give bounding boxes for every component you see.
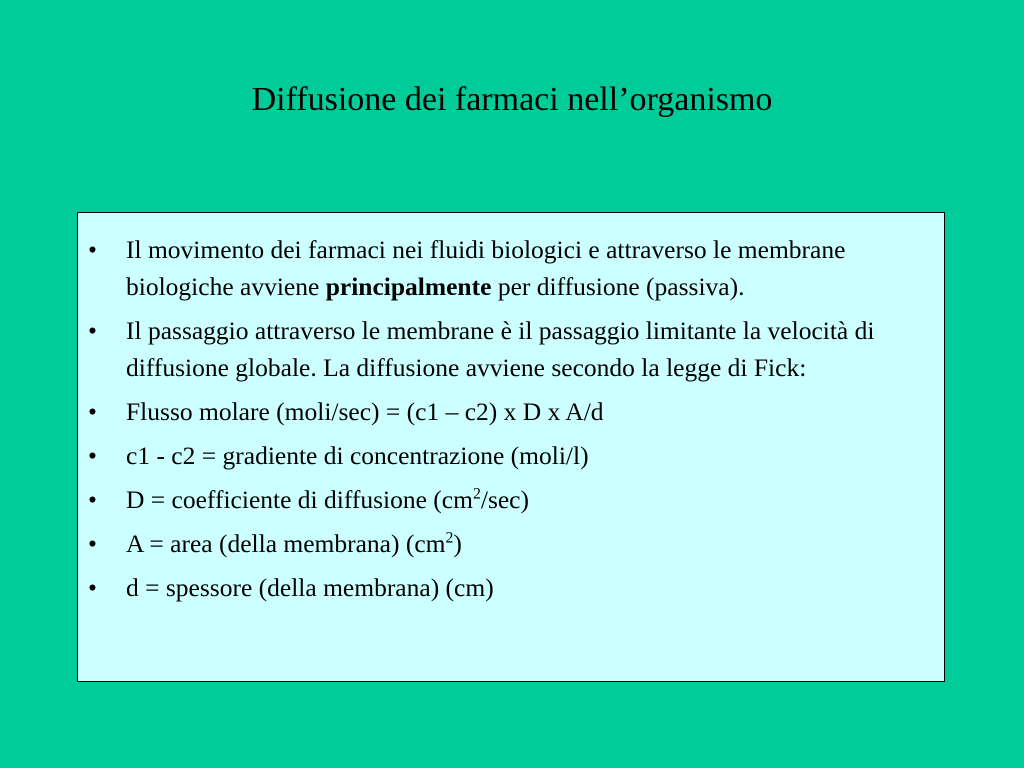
bullet-text: Flusso molare (moli/sec) = (c1 – c2) x D x A/d [126, 397, 604, 426]
bullet-item [78, 312, 936, 386]
superscript: 2 [445, 529, 454, 547]
bullet-text: D = coefficiente di diffusione (cm [126, 485, 473, 514]
bullet-text: c1 - c2 = gradiente di concentrazione (moli/l) [126, 441, 589, 470]
bullet-item [78, 231, 936, 305]
bullet-text: Il passaggio attraverso le membrane è il passaggio limitante la velocità di diffusione globale. La diffusione avviene secondo la legge di Fick: [126, 316, 875, 382]
bullet-bold-text: principalmente [325, 272, 492, 301]
bullet-item [78, 437, 936, 474]
bullet-item [78, 525, 936, 562]
bullet-text: ) [453, 529, 462, 558]
bullet-text: /sec) [480, 485, 529, 514]
bullet-text: per diffusione (passiva). [491, 272, 745, 301]
bullet-item [78, 481, 936, 518]
bullet-text: Il movimento dei farmaci nei fluidi biologici e attraverso le membrane biologiche avviene [126, 235, 846, 301]
bullet-text: d = spessore (della membrana) (cm) [126, 573, 494, 602]
bullet-text: A = area (della membrana) (cm [126, 529, 446, 558]
bullet-item [78, 569, 936, 606]
slide-title: Diffusione dei farmaci nell’organismo [251, 81, 773, 118]
bullet-item [78, 393, 936, 430]
superscript: 2 [472, 485, 481, 503]
bullet-list [78, 213, 944, 606]
content-box [77, 212, 945, 682]
